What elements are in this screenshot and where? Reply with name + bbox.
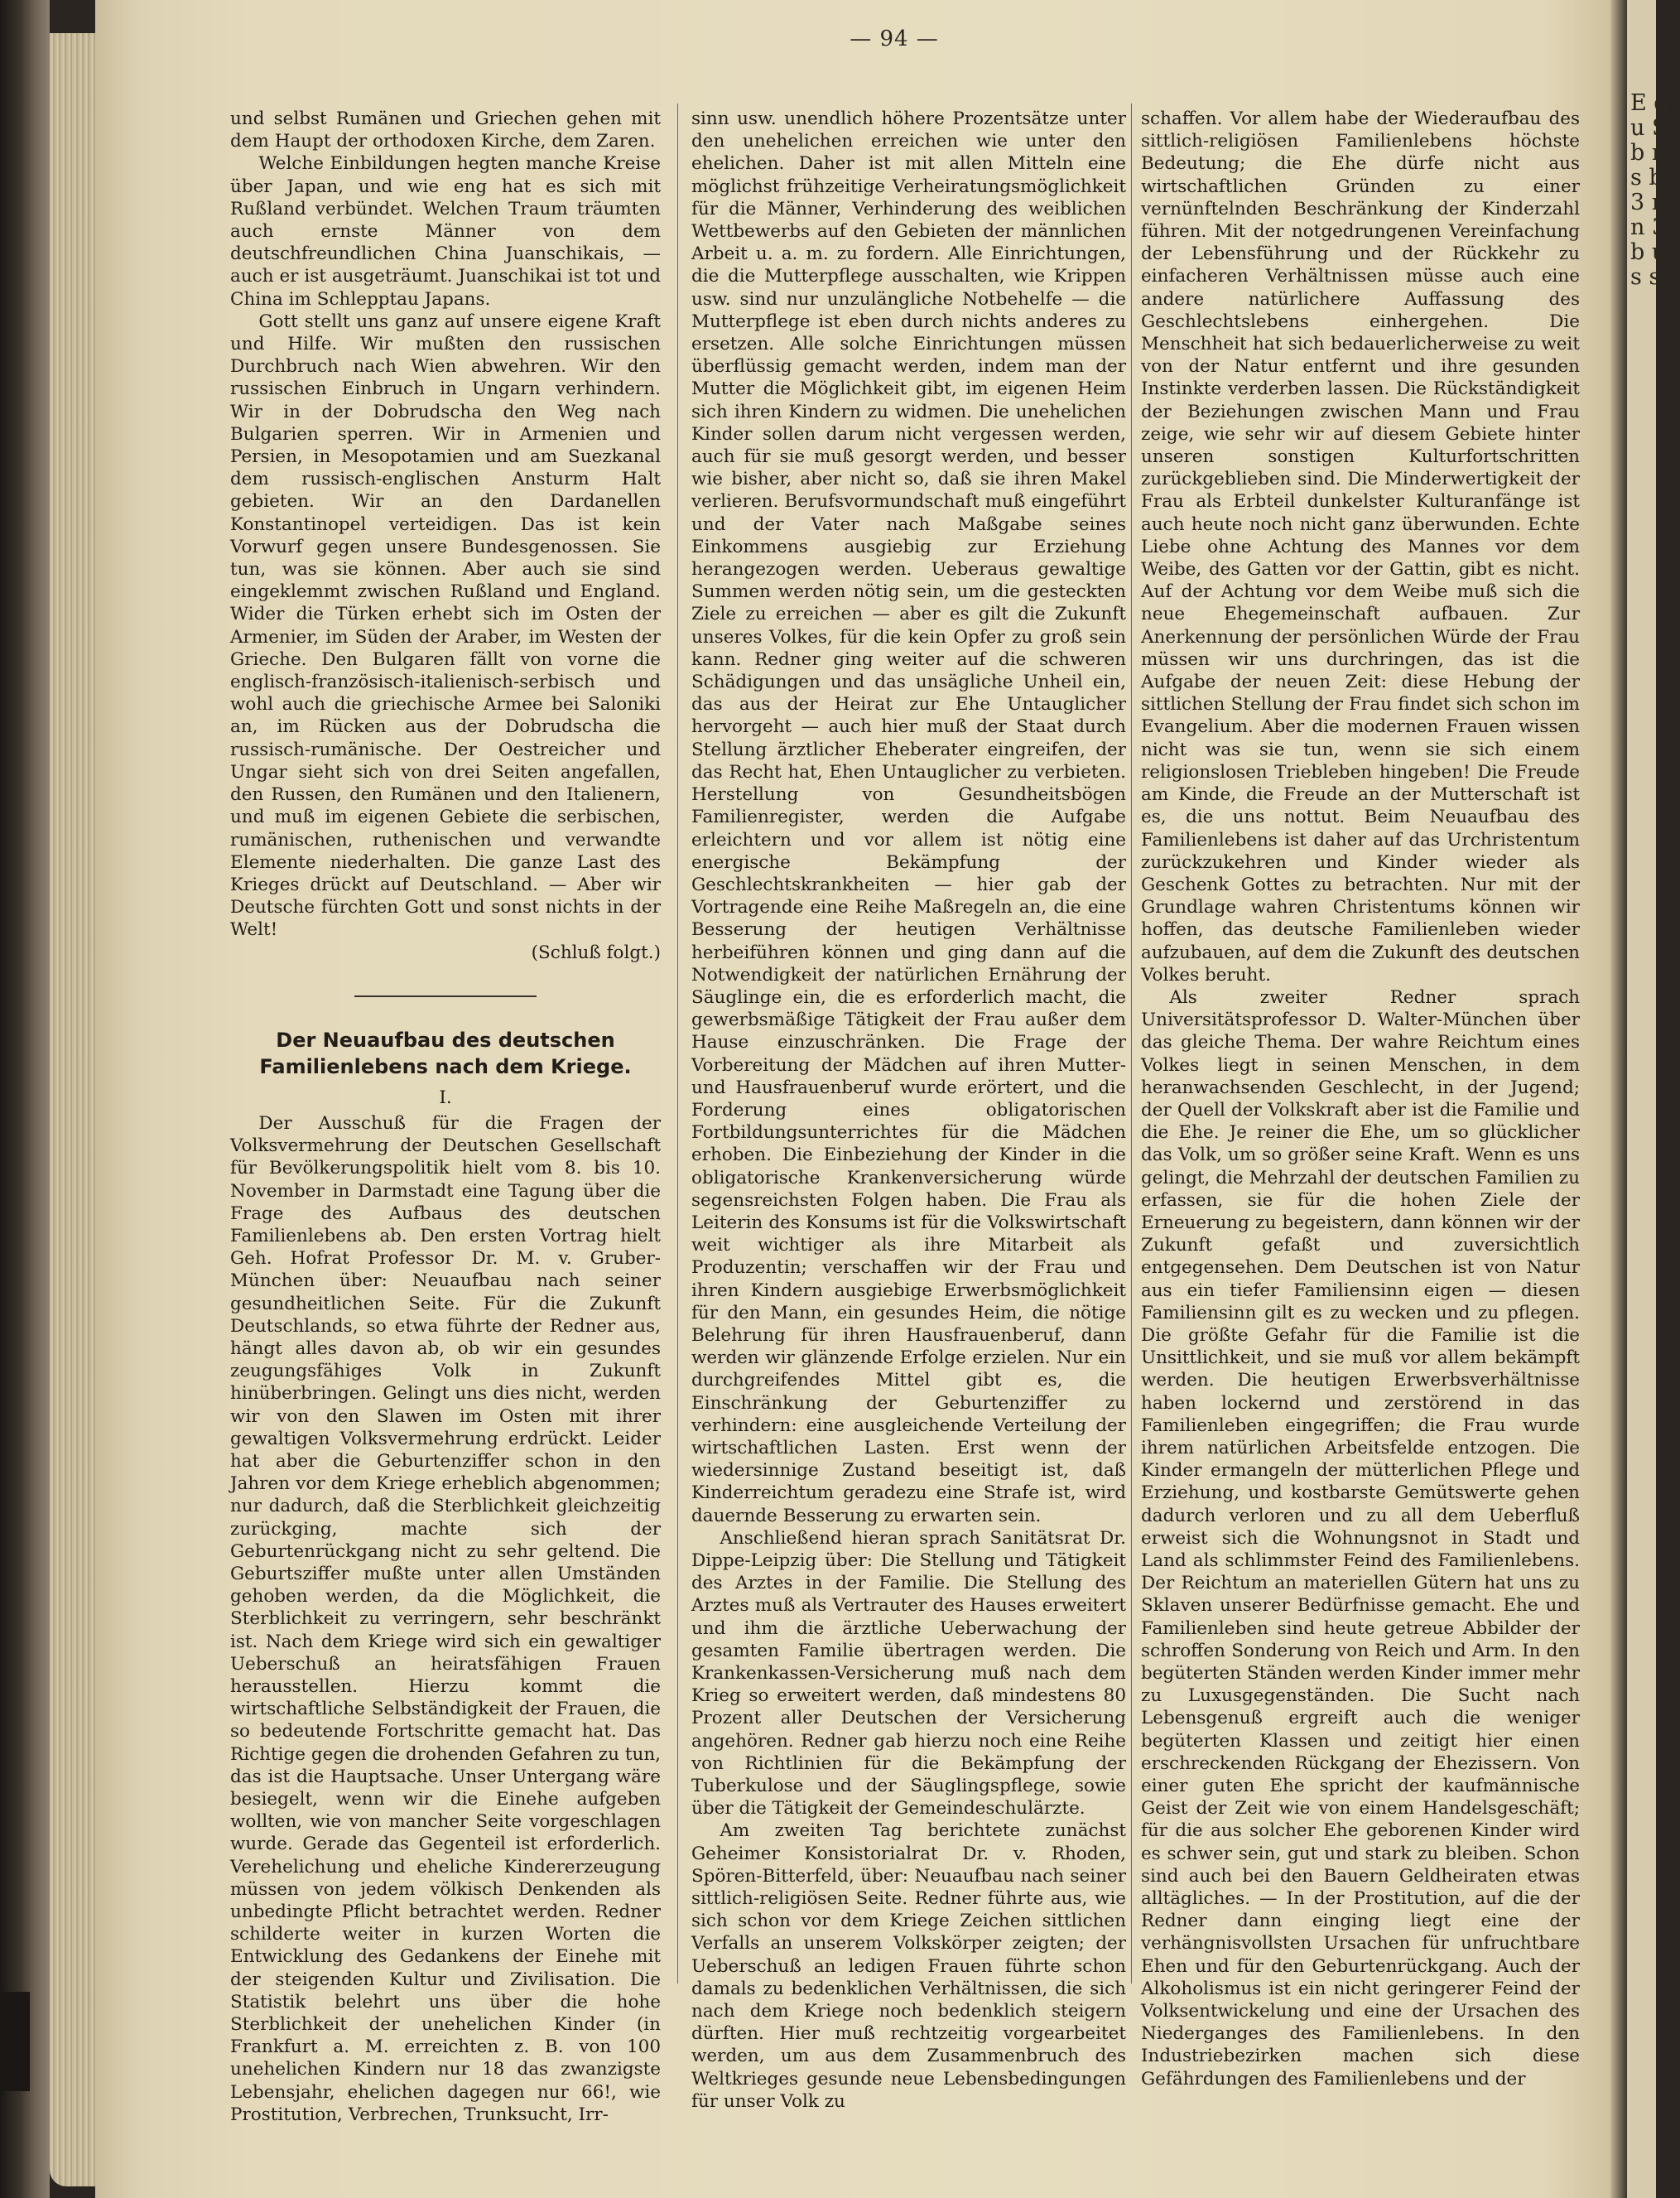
paragraph: sinn usw. unendlich höhere Prozentsätze unter den unehelichen erreichen wie unter den ehelichen. Daher ist mit allen Mitteln eine möglichst frühzeitige Verheiratungsmöglichkeit für die Männer, Verhinderung des weiblichen Wettbewerbs auf den Gebieten der männlichen Arbeit u. a. m. zu fordern. Alle Einrichtungen, die die Mutterpflege ausschalten, wie Krippen usw. sind nur unzulängliche Notbehelfe — die Mutterpflege ist eben durch nichts anderes zu ersetzen. Alle solche Einrichtungen müssen überflüssig gemacht werden, indem man der Mutter die Möglichkeit gibt, im eigenen Heim sich ihren Kindern zu widmen. Die unehelichen Kinder sollen darum nicht vergessen werden, auch für sie muß gesorgt werden, und besser wie bisher, aber nicht so, daß sie ihren Makel verlieren. Berufsvormundschaft muß eingeführt und der Vater nach Maßgabe seines Einkommens ausgiebig zur Erziehung herangezogen werden. Ueberaus gewaltige Summen werden nötig sein, um die gesteckten Ziele zu erreichen — aber es gilt die Zukunft unseres Volkes, für die kein Opfer zu groß sein kann. Redner ging weiter auf die schweren Schädigungen und das unsägliche Unheil ein, das aus der Heirat zur Ehe Untauglicher hervorgeht — auch hier muß der Staat durch Stellung ärztlicher Eheberater eingreifen, der das Recht hat, Ehen Untauglicher zu verbieten. Herstellung von Gesundheitsbögen Familienregister, werden die Aufgabe erleichtern und vor allem ist nötig eine energische Bekämpfung der Geschlechtskrankheiten — hier gab der Vortragende eine Reihe Maßregeln an, die eine Besserung der heutigen Verhältnisse herbeiführen können und ging dann auf die Notwendigkeit der natürlichen Ernährung der Säuglinge ein, die es erforderlich macht, die gewerbsmäßige Tätigkeit der Frau außer dem Hause einzuschränken. Die Frage der Vorbereitung der Mädchen auf ihren Mutter- und Hausfrauenberuf wurde erörtert, und die Forderung eines obligatorischen Fortbildungsunterrichtes für die Mädchen erhoben. Die Einbeziehung der Kinder in die obligatorische Krankenversicherung würde segensreichsten Folgen haben. Die Frau als Leiterin des Konsums ist für die Volkswirtschaft weit wichtiger als ihre Mitarbeit als Produzentin; verschaffen wir der Frau und ihren Kindern ausgiebige Erwerbsmöglichkeit für den Mann, ein gesundes Heim, die nötige Belehrung für ihren Hausfrauenberuf, dann werden wir glänzende Erfolge erzielen. Nur ein durchgreifendes Mittel gibt es, die Einschränkung der Geburtenziffer zu verhindern: eine ausgleichende Verteilung der wirtschaftlichen Lasten. Erst wenn der wiedersinnige Zustand beseitigt ist, daß Kinderreichtum geradezu eine Strafe ist, wird dauernde Besserung zu erwarten sein.: [691, 108, 1126, 1526]
next-page-edge: [1627, 0, 1673, 2198]
column-1: [230, 108, 661, 2126]
article-paragraphs: [230, 1112, 661, 2126]
binding-stamp: [2, 1992, 30, 2091]
column-3: [1141, 108, 1580, 2090]
paragraph: Als zweiter Redner sprach Universitätsprofessor D. Walter-München über das gleiche Thema. Der wahre Reichtum eines Volkes liegt in seinen Menschen, in dem heranwachsenden Geschlecht, in der Jugend; der Quell der Volkskraft aber ist die Familie und die Ehe. Je reiner die Ehe, um so glücklicher das Volk, um so größer seine Kraft. Wenn es uns gelingt, die Mehrzahl der deutschen Familien zu erfassen, sie für die hohen Ziele der Erneuerung zu begeistern, dann können wir der Zukunft gefaßt und zuversichtlich entgegensehen. Dem Deutschen ist von Natur aus ein tiefer Familiensinn eigen — diesen Familiensinn gilt es zu wecken und zu pflegen. Die größte Gefahr für die Familie ist die Unsittlichkeit, und sie muß vor allem bekämpft werden. Die heutigen Erwerbsverhältnisse haben lockernd und zerstörend in das Familienleben eingegriffen; die Frau wurde ihrem natürlichen Arbeitsfelde entzogen. Die Kinder ermangeln der mütterlichen Pflege und Erziehung, und kostbarste Gemütswerte gehen dadurch verloren und zu all dem Ueberfluß erweist sich die Wohnungsnot in Stadt und Land als schlimmster Feind des Familienlebens. Der Reichtum an materiellen Gütern hat uns zu Sklaven unserer Bedürfnisse gemacht. Ehe und Familienleben sind heute getreue Abbilder der schroffen Sonderung von Reich und Arm. In den begüterten Ständen werden Kinder immer mehr zu Luxusgegenständen. Die Sucht nach Lebensgenuß ergreift auch die weniger begüterten Klassen und zeitigt hier einen erschreckenden Rückgang der Ehezissern. Von einer guten Ehe spricht der kaufmännische Geist der Zeit wie von einem Handelsgeschäft; für die aus solcher Ehe geborenen Kinder wird es schwer sein, gut und stark zu bleiben. Schon sind auch bei den Bauern Geldheiraten etwas alltägliches. — In der Prostitution, auf die der Redner dann einging liegt eine der verhängnisvollsten Ursachen für unfruchtbare Ehen und für den Geburtenrückgang. Auch der Alkoholismus ist ein nicht geringerer Feind der Volksentwickelung und eine der Ursachen des Niederganges des Familienlebens. In den Industriebezirken machen sich diese Gefährdungen des Familienlebens und der: [1141, 986, 1580, 2090]
next-page-fragment: E g u S b n s b 3 m n 3 b u s s: [1630, 90, 1673, 290]
paragraph: Welche Einbildungen hegten manche Kreise über Japan, und wie eng hat es sich mit Rußland verbündet. Welchen Traum träumten auch ernste Männer von dem deutschfreundlichen China Juanschikais, — auch er ist ausgeträumt. Juanschikai ist tot und China im Schlepptau Japans.: [230, 153, 661, 310]
paragraph: Der Ausschuß für die Fragen der Volksvermehrung der Deutschen Gesellschaft für Bevölkerungspolitik hielt vom 8. bis 10. November in Darmstadt eine Tagung über die Frage des Aufbaus des deutschen Familienlebens ab. Den ersten Vortrag hielt Geh. Hofrat Professor Dr. M. v. Gruber-München über: Neuaufbau nach seiner gesundheitlichen Seite. Für die Zukunft Deutschlands, so etwa führte der Redner aus, hängt alles davon ab, ob wir ein gesundes zeugungsfähiges Volk in Zukunft hinüberbringen. Gelingt uns dies nicht, werden wir von den Slawen im Osten mit ihrer gewaltigen Volksvermehrung erdrückt. Leider hat aber die Geburtenziffer schon in den Jahren vor dem Kriege erheblich abgenommen; nur dadurch, daß die Sterblichkeit gleichzeitig zurückging, machte sich der Geburtenrückgang nicht zu sehr geltend. Die Geburtsziffer mußte unter allen Umständen gehoben werden, da die Möglichkeit, die Sterblichkeit zu verringern, sehr beschränkt ist. Nach dem Kriege wird sich ein gewaltiger Ueberschuß an heiratsfähigen Frauen herausstellen. Hierzu kommt die wirtschaftliche Selbständigkeit der Frauen, die so bedeutende Fortschritte gemacht hat. Das Richtige gegen die drohenden Gefahren zu tun, das ist die Hauptsache. Unser Untergang wäre besiegelt, wenn wir die Einehe aufgeben wollten, wie von mancher Seite vorgeschlagen wurde. Gerade das Gegenteil ist erforderlich. Verehelichung und eheliche Kindererzeugung müssen von jedem völkisch Denkenden als unbedingte Pflicht betrachtet werden. Redner schilderte weiter in kurzen Worten die Entwicklung des Gedankens der Einehe mit der steigenden Kultur und Zivilisation. Die Statistik belehrt uns über die hohe Sterblichkeit der unehelichen Kinder (in Frankfurt a. M. erreichten z. B. von 100 unehelichen Kindern nur 18 das zwanzigste Lebensjahr, ehelichen dagegen nur 66!, wie Prostitution, Verbrechen, Trunksucht, Irr-: [230, 1112, 661, 2125]
page-number: — 94 —: [850, 27, 939, 51]
paragraph: und selbst Rumänen und Griechen gehen mit dem Haupt der orthodoxen Kirche, dem Zaren.: [230, 108, 661, 152]
paragraph: schaffen. Vor allem habe der Wiederaufbau des sittlich-religiösen Familienlebens höchste Bedeutung; die Ehe dürfe nicht aus wirtschaftlichen Gründen zu einer vernünftelnden Beschränkung der Kinderzahl führen. Mit der notgedrungenen Vereinfachung der Lebensführung und der Rückkehr zu einfacheren Verhältnissen müsse auch eine andere natürlichere Auffassung des Geschlechtslebens einhergehen. Die Menschheit hat sich bedauerlicherweise zu weit von der Natur entfernt und ihre gesunden Instinkte verderben lassen. Die Rückständigkeit der Beziehungen zwischen Mann und Frau zeige, wie sehr wir auf diesem Gebiete hinter unseren sonstigen Kulturfortschritten zurückgeblieben sind. Die Minderwertigkeit der Frau als Erbteil dunkelster Kulturanfänge ist auch heute noch nicht ganz überwunden. Echte Liebe ohne Achtung des Mannes vor dem Weibe, des Gatten vor der Gattin, gibt es nicht. Auf der Achtung vor dem Weibe muß sich die neue Ehegemeinschaft aufbauen. Zur Anerkennung der persönlichen Würde der Frau müssen wir uns durchringen, das ist die Aufgabe der neuen Zeit: diese Hebung der sittlichen Stellung der Frau findet sich schon im Evangelium. Aber die modernen Frauen wissen nicht was sie tun, wenn sie sich einem religionslosen Triebleben hingeben! Die Freude am Kinde, die Freude an der Mutterschaft ist es, die uns nottut. Beim Neuaufbau des Familienlebens ist daher auf das Urchristentum zurückzukehren und Kinder wieder als Geschenk Gottes zu betrachten. Nur mit der Grundlage wahren Christentums können wir hoffen, das deutsche Familienleben wieder aufzubauen, auf dem die Zukunft des deutschen Volkes beruht.: [1141, 108, 1580, 986]
page-edges: [50, 33, 95, 2186]
continued-note: (Schluß folgt.): [531, 942, 661, 963]
article-heading: Der Neuaufbau des deutschen Familienlebens nach dem Kriege.: [259, 1028, 632, 1078]
paragraph: Anschließend hieran sprach Sanitätsrat Dr. Dippe-Leipzig über: Die Stellung und Tätigkeit des Arztes in der Familie. Die Stellung des Arztes muß als Vertrauter des Hauses erweitert und ihm die ärztliche Ueberwachung der gesamten Familie übertragen werden. Die Krankenkassen-Versicherung muß nach dem Krieg so erweitert werden, daß mindestens 80 Prozent aller Deutschen der Versicherung angehören. Redner gab hierzu noch eine Reihe von Richtlinien für die Bekämpfung der Tuberkulose und der Säuglingspflege, sowie über die Tätigkeit der Gemeindeschulärzte.: [691, 1527, 1126, 1820]
column-1-paragraphs: [230, 108, 661, 942]
paragraph: Am zweiten Tag berichtete zunächst Geheimer Konsistorialrat Dr. v. Rhoden, Spören-Bitterfeld, über: Neuaufbau nach seiner sittlich-religiösen Seite. Redner führte aus, wie sich schon vor dem Kriege Zeichen sittlichen Verfalls an unserem Volkskörper zeigten; der Ueberschuß an ledigen Frauen führte schon damals zu bedenklichen Verhältnissen, die sich nach dem Kriege noch bedenklich steigern dürften. Hier muß rechtzeitig vorgearbeitet werden, um aus dem Zusammenbruch des Weltkrieges gesunde neue Lebensbedingungen für unser Volk zu: [691, 1820, 1126, 2112]
column-2: [691, 108, 1126, 2113]
gutter-shadow: [1610, 0, 1627, 2198]
column-3-paragraphs: [1141, 108, 1580, 2090]
column-rule: [1131, 104, 1132, 1984]
column-2-paragraphs: [691, 108, 1126, 2113]
column-rule: [677, 104, 678, 1984]
section-number: I.: [439, 1087, 452, 1108]
paragraph: Gott stellt uns ganz auf unsere eigene Kraft und Hilfe. Wir mußten den russischen Durchbruch nach Wien abwehren. Wir den russischen Einbruch in Ungarn verhindern. Wir in der Dobrudscha den Weg nach Bulgarien sperren. Wir in Armenien und Persien, in Mesopotamien und am Suezkanal dem russisch-englischen Ansturm Halt gebieten. Wir an den Dardanellen Konstantinopel verteidigen. Das ist kein Vorwurf gegen unsere Bundesgenossen. Sie tun, was sie können. Aber auch sie sind eingeklemmt zwischen Rußland und England. Wider die Türken erhebt sich im Osten der Armenier, im Süden der Araber, im Westen der Grieche. Den Bulgaren fällt von vorne die englisch-französisch-italienisch-serbisch und wohl auch die griechische Armee bei Saloniki an, im Rücken aus der Dobrudscha die russisch-rumänische. Der Oestreicher und Ungar sieht sich von drei Seiten angefallen, den Russen, den Rumänen und den Italienern, und muß im eigenen Gebiete die serbischen, rumänischen, ruthenischen und verwandte Elemente niederhalten. Die ganze Last des Krieges drückt auf Deutschland. — Aber wir Deutsche fürchten Gott und sonst nichts in der Welt!: [230, 311, 661, 941]
book-binding: [0, 0, 50, 2198]
article-separator: [354, 995, 537, 997]
